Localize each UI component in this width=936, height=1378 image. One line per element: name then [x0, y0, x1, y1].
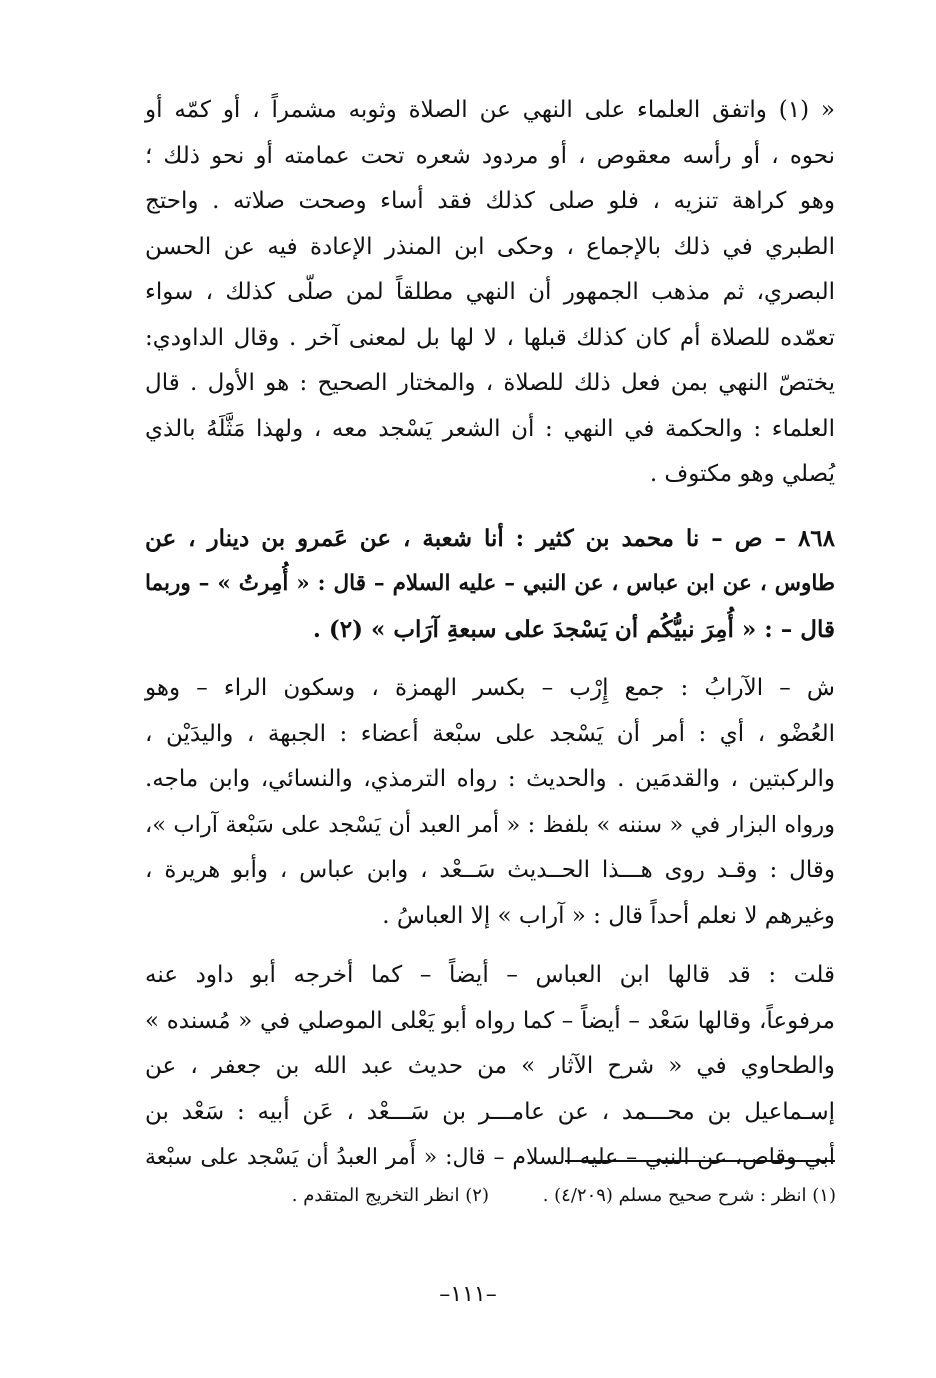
- text-line: ورواه البزار في « سننه » بلفظ : « أمر العبد أن يَسْجد على سَبْعة آراب »،: [145, 811, 835, 838]
- text-line: قال – : « أُمِرَ نبيُّكُم أن يَسْجدَ على سبعةِ آرَاب » (٢) .: [312, 615, 835, 643]
- text-line: العلماء : والحكمة في النهي : أن الشعر يَسْجد معه ، ولهذا مَثَّلَهُ بالذي: [145, 415, 835, 442]
- footnote-divider: [565, 1160, 835, 1162]
- text-line: ٨٦٨ – ص – نا محمد بن كثير : أنا شعبة ، عن عَمرو بن دينار ، عن: [145, 524, 835, 552]
- footnotes: [136, 1182, 836, 1210]
- paragraph-qultu: [145, 953, 835, 1181]
- text-line: وهو كراهة تنزيه ، فلو صلى كذلك فقد أساء وصحت صلاته . واحتج: [145, 188, 835, 214]
- footnote-2: (٢) انظر التخريج المتقدم .: [291, 1185, 489, 1206]
- text-line: مرفوعاً، وقالها سَعْد – أيضاً – كما رواه أبو يَعْلى الموصلي في « مُسنده »: [145, 1007, 835, 1034]
- text-line: ش – الآرابُ : جمع إِرْب – بكسر الهمزة ، وسكون الراء – وهو: [145, 675, 835, 701]
- footnote-1: (١) انظر : شرح صحيح مسلم (٤/٢٠٩) .: [542, 1185, 836, 1206]
- text-line: والركبتين ، والقدمَين . والحديث : رواه الترمذي، والنسائي، وابن ماجه.: [145, 766, 835, 792]
- text-line: « (١) واتفق العلماء على النهي عن الصلاة وثوبه مشمراً ، أو كمّه أو: [145, 97, 835, 123]
- text-line: قلت : قد قالها ابن العباس – أيضاً – كما أخرجه أبو داود عنه: [145, 962, 835, 988]
- text-line: البصري، ثم مذهب الجمهور أن النهي مطلقاً لمن صلّى كذلك ، سواء: [145, 279, 835, 305]
- paragraph-spacer: [145, 939, 835, 953]
- paragraph-spacer: [145, 498, 835, 516]
- text-line: يختصّ النهي بمن فعل ذلك للصلاة ، والمختار الصحيح : هو الأول . قال: [145, 370, 835, 396]
- text-line: الطبري في ذلك بالإجماع ، وحكى ابن المنذر الإعادة فيه عن الحسن: [145, 233, 835, 260]
- text-line: إسـماعيل بن محـــمد ، عن عامـــر بن سَـــعْد ، عَن أبيه : سَعْد بن: [145, 1098, 835, 1125]
- text-line: نحوه ، أو رأسه معقوص ، أو مردود شعره تحت عمامته أو نحو ذلك ؛: [145, 142, 835, 169]
- paragraph-commentary: [145, 666, 835, 939]
- paragraph-spacer: [145, 652, 835, 666]
- page-body: [145, 88, 835, 1181]
- paragraph-hadith-868: [145, 516, 835, 653]
- text-line: تعمّده للصلاة أم كان كذلك قبلها ، لا لها بل لمعنى آخر . وقال الداودي:: [145, 324, 835, 351]
- text-line: يُصلي وهو مكتوف .: [649, 461, 835, 487]
- paragraph-quote-nawawi: [145, 88, 835, 498]
- text-line: العُضْو ، أي : أمر أن يَسْجد على سبْعة أعضاء : الجبهة ، واليدَيْن ،: [145, 720, 835, 747]
- page-number: –١١١–: [439, 1282, 497, 1307]
- text-line: والطحاوي في « شرح الآثار » من حديث عبد الله بن جعفر ، عن: [145, 1053, 835, 1079]
- text-line: وقال : وقـد روى هـــذا الحــديث سَــعْد ، وابن عباس ، وأبو هريرة ،: [145, 857, 835, 883]
- text-line: وغيرهم لا نعلم أحداً قال : « آراب » إلا العباسُ .: [382, 902, 835, 929]
- text-line: طاوس ، عن ابن عباس ، عن النبي – عليه السلام – قال : « أُمِرتُ » – وربما: [145, 571, 835, 596]
- text-line: أبي وقاص، عن النبي – عليه السلام – قال: « أَمر العبدُ أن يَسْجد على سبْعة: [145, 1145, 835, 1170]
